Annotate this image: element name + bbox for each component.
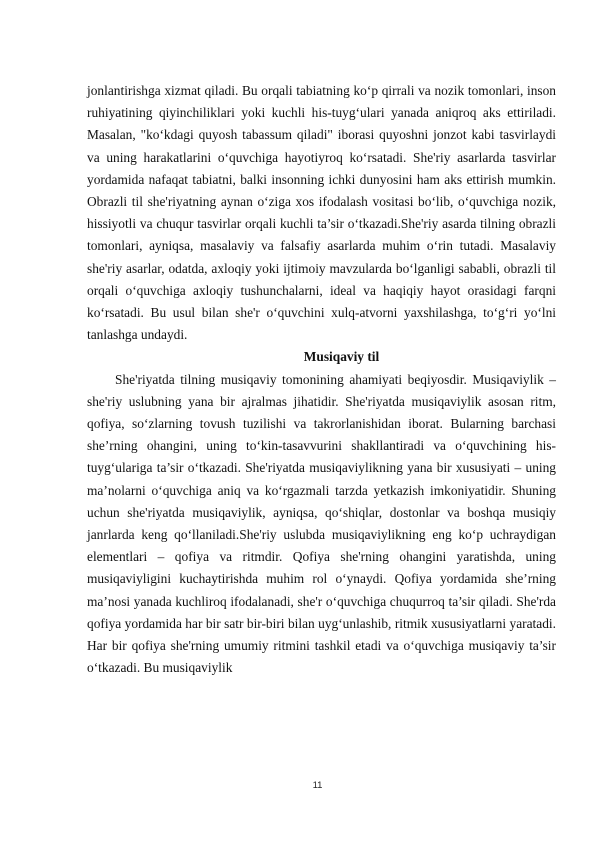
section-heading: Musiqaviy til (303, 349, 380, 365)
body-paragraph: She'riyatda tilning musiqaviy tomonining ahamiyati beqiyosdir. Musiqaviylik – she'riy uslubning yana bir ajralmas jihatidir. She'riyatda musiqaviylik asosan ritm, qofiya, so‘zlarning tovush tuzilishi va takrorlanishidan iborat. Bularning barchasi she’rning ohangini, uning to‘kin-tasavvurini shakllantiradi va o‘quvchining his-tuyg‘ulariga ta’sir o‘tkazadi. She'riyatda musiqaviylikning yana bir xususiyati – uning ma’nolarni o‘quvchiga aniq va ko‘rgazmali tarzda yetkazish imkoniyatidir. Shuning uchun she'riyatda musiqaviylik, ayniqsa, qo‘shiqlar, dostonlar va boshqa musiqiy janrlarda keng qo‘llaniladi.She'riy uslubda musiqaviylikning eng ko‘p uchraydigan elementlari – qofiya va ritmdir. Qofiya she'rning ohangini yaratishda, uning musiqaviyligini kuchaytirishda muhim rol o‘ynaydi. Qofiya yordamida she’rning ma’nosi yanada kuchliroq ifodalanadi, she'r o‘quvchiga chuqurroq ta’sir qiladi. She'rda qofiya yordamida har bir satr bir-biri bilan uyg‘unlashib, ritmik xususiyatlarni yaratadi. Har bir qofiya she'rning umumiy ritmini tashkil etadi va o‘quvchiga musiqaviy ta’sir o‘tkazadi. Bu musiqaviylik (87, 371, 556, 676)
page-number: 11 (312, 780, 323, 791)
body-paragraph: jonlantirishga xizmat qiladi. Bu orqali tabiatning ko‘p qirrali va nozik tomonlari, inson ruhiyatining qiyinchiliklari yoki kuchli his-tuyg‘ulari yanada aniqroq aks ettiriladi. Masalan, "ko‘kdagi quyosh tabassum qiladi" iborasi quyoshni jonzot kabi tasvirlaydi va uning harakatlarini o‘quvchiga hayotiyroq ko‘rsatadi. She'riy asarlarda tasvirlar yordamida nafaqat tabiatni, balki insonning ichki dunyosini ham aks ettirish mumkin. Obrazli til she'riyatning aynan o‘ziga xos ifodalash vositasi bo‘lib, o‘quvchiga nozik, hissiyotli va chuqur tasvirlar orqali kuchli ta’sir o‘tkazadi.She'riy asarda tilning obrazli tomonlari, ayniqsa, masalaviy va falsafiy asarlarda muhim o‘rin tutadi. Masalaviy she'riy asarlar, odatda, axloqiy yoki ijtimoiy mavzularda bo‘lganligi sababli, obrazli til orqali o‘quvchiga axloqiy tushunchalarni, ideal va haqiqiy hayot orasidagi farqni ko‘rsatadi. Bu usul bilan she'r o‘quvchini xulq-atvorni yaxshilashga, to‘g‘ri yo‘lni tanlashga undaydi. (87, 83, 556, 343)
page-body (87, 80, 556, 679)
